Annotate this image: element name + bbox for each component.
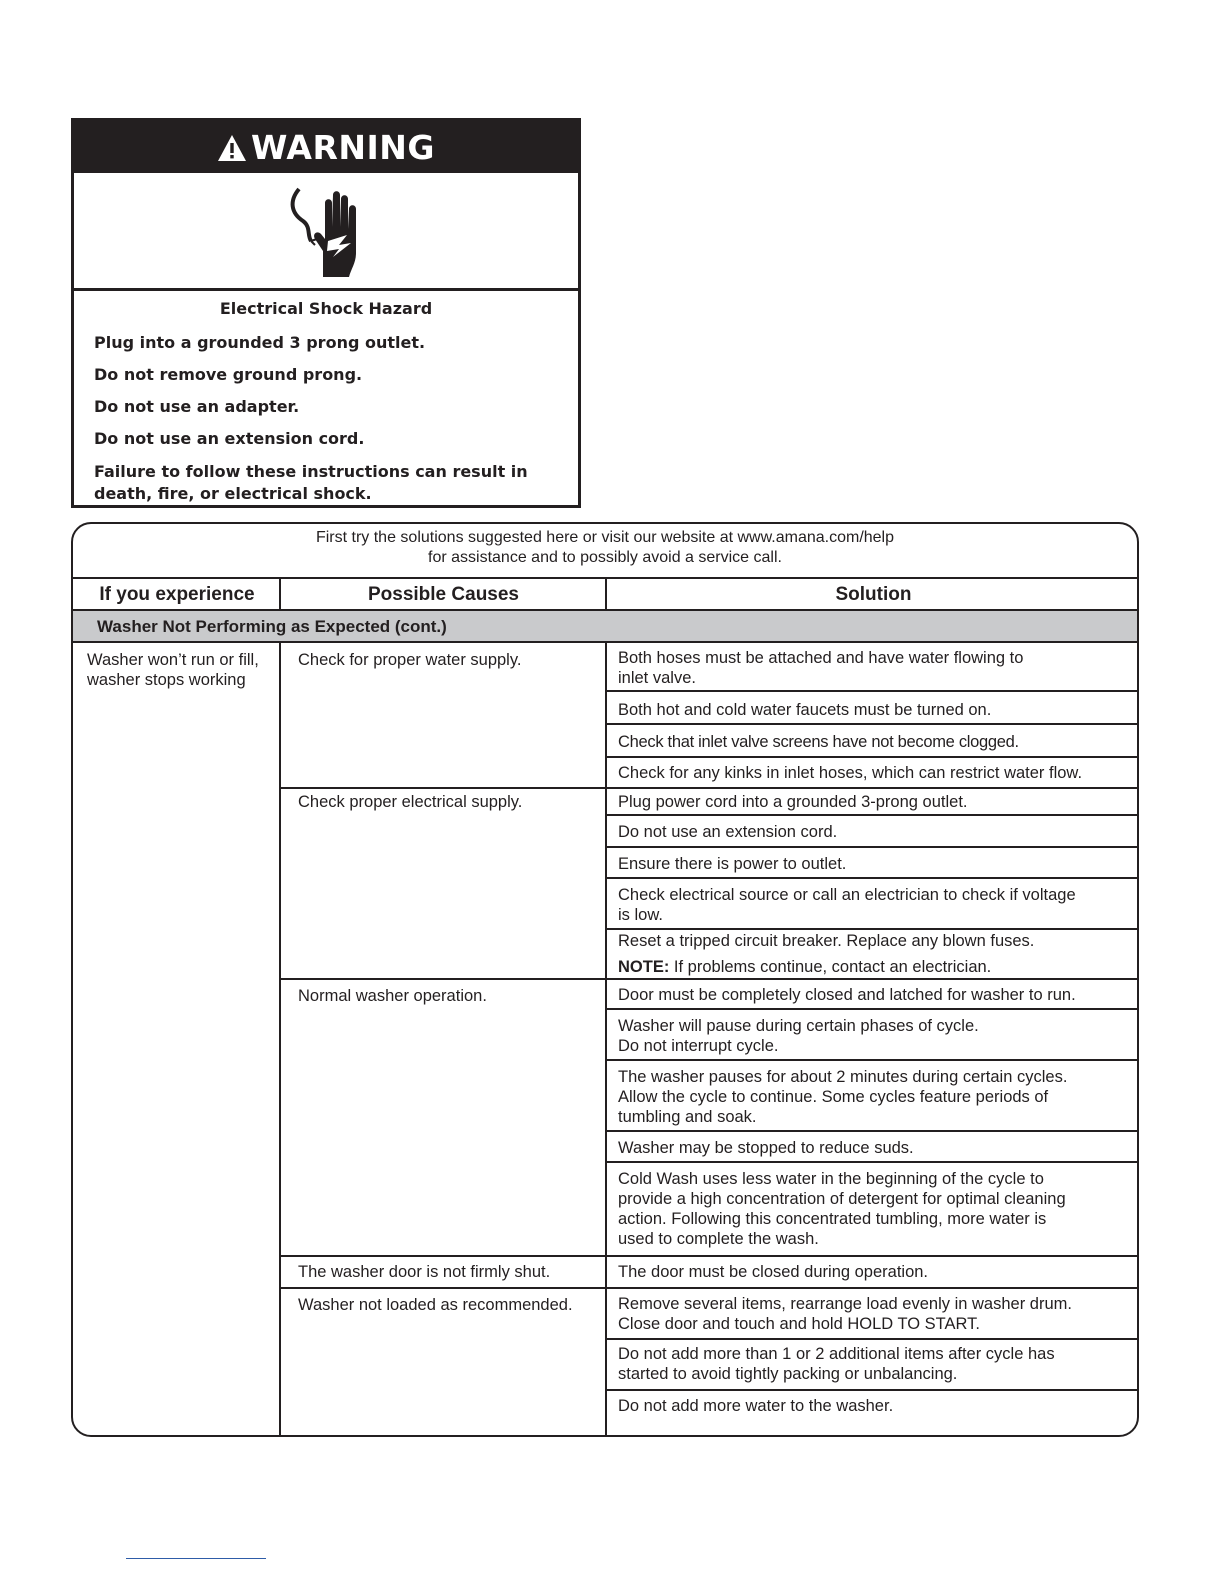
- solution-line: Both hoses must be attached and have water flowing to: [618, 649, 1024, 667]
- shock-pictogram: [74, 173, 578, 291]
- solution-cell: Both hot and cold water faucets must be turned on.: [618, 701, 992, 719]
- row-divider: [281, 1255, 1139, 1257]
- solution-line: Remove several items, rearrange load evenly in washer drum.: [618, 1295, 1072, 1313]
- row-divider: [281, 787, 1139, 789]
- header-possible-causes: Possible Causes: [367, 584, 520, 605]
- problem-line: washer stops working: [87, 671, 246, 689]
- note-text: If problems continue, contact an electrician.: [669, 958, 992, 976]
- solution-divider: [606, 1161, 1139, 1163]
- row-divider: [281, 1287, 1139, 1289]
- solution-cell: Do not add more water to the washer.: [618, 1397, 894, 1415]
- solution-line: The washer pauses for about 2 minutes during certain cycles.: [618, 1068, 1068, 1086]
- column-rule: [605, 579, 607, 611]
- solution-divider: [606, 723, 1139, 725]
- solution-cell: [618, 1067, 1067, 1127]
- note-line: [618, 957, 1034, 977]
- intro-line: for assistance and to possibly avoid a service call.: [428, 549, 782, 566]
- solution-line: used to complete the wash.: [618, 1230, 819, 1248]
- solution-cell: Washer may be stopped to reduce suds.: [618, 1139, 914, 1157]
- solution-line: Close door and touch and hold HOLD TO START.: [618, 1315, 980, 1333]
- row-divider: [281, 978, 1139, 980]
- solution-line: Do not interrupt cycle.: [618, 1037, 779, 1055]
- note-label: NOTE:: [618, 958, 670, 976]
- solution-cell: [618, 1294, 1072, 1334]
- solution-line: provide a high concentration of detergent for optimal cleaning: [618, 1190, 1066, 1208]
- warning-line: Do not use an extension cord.: [94, 429, 365, 448]
- solution-cell: Plug power cord into a grounded 3-prong outlet.: [618, 793, 968, 811]
- solution-divider: [606, 877, 1139, 879]
- cause-cell: Check proper electrical supply.: [298, 793, 523, 811]
- solution-line: Reset a tripped circuit breaker. Replace any blown fuses.: [618, 932, 1035, 950]
- solution-line: Washer will pause during certain phases of cycle.: [618, 1017, 979, 1035]
- cause-cell: Washer not loaded as recommended.: [298, 1296, 573, 1314]
- solution-cell: [618, 1016, 979, 1056]
- solution-divider: [606, 846, 1139, 848]
- problem-cell: [87, 650, 259, 690]
- solution-cell: The door must be closed during operation.: [618, 1263, 929, 1281]
- hazard-title: Electrical Shock Hazard: [219, 299, 433, 318]
- solution-line: is low.: [618, 906, 663, 924]
- warning-box: [71, 118, 581, 508]
- solution-divider: [606, 928, 1139, 930]
- solution-cell: Check for any kinks in inlet hoses, which can restrict water flow.: [618, 764, 1083, 782]
- solution-cell: [618, 648, 1023, 688]
- solution-cell: Ensure there is power to outlet.: [618, 855, 847, 873]
- solution-cell: Door must be completely closed and latched for washer to run.: [618, 986, 1076, 1004]
- solution-divider: [606, 1338, 1139, 1340]
- section-title: Washer Not Performing as Expected (cont.): [73, 611, 1137, 643]
- solution-cell: [618, 931, 1034, 977]
- solution-cell: Check that inlet valve screens have not become clogged.: [618, 733, 1019, 751]
- solution-cell: Do not use an extension cord.: [618, 823, 838, 841]
- warning-body: [74, 291, 578, 505]
- troubleshooting-table: [71, 522, 1139, 1437]
- column-rule: [605, 643, 607, 1437]
- header-solution: Solution: [835, 584, 912, 605]
- electrical-shock-hand-icon: [281, 181, 371, 281]
- solution-divider: [606, 756, 1139, 758]
- warning-line: Failure to follow these instructions can result in death, fire, or electrical shock.: [94, 462, 528, 503]
- solution-divider: [606, 690, 1139, 692]
- solution-line: tumbling and soak.: [618, 1108, 757, 1126]
- cause-cell: The washer door is not firmly shut.: [298, 1263, 551, 1281]
- column-rule: [279, 579, 281, 611]
- warning-line: Plug into a grounded 3 prong outlet.: [94, 333, 426, 352]
- solution-line: inlet valve.: [618, 669, 696, 687]
- cause-cell: Check for proper water supply.: [298, 651, 522, 669]
- footer-link-underline: [126, 1558, 266, 1559]
- solution-divider: [606, 1008, 1139, 1010]
- column-rule: [279, 643, 281, 1437]
- solution-cell: [618, 1169, 1066, 1249]
- solution-divider: [606, 1389, 1139, 1391]
- warning-title: WARNING: [251, 127, 435, 167]
- solution-cell: [618, 885, 1076, 925]
- solution-divider: [606, 1130, 1139, 1132]
- solution-cell: [618, 1344, 1055, 1384]
- solution-divider: [606, 1059, 1139, 1061]
- solution-line: started to avoid tightly packing or unbalancing.: [618, 1365, 958, 1383]
- table-intro: [73, 524, 1137, 579]
- solution-line: action. Following this concentrated tumbling, more water is: [618, 1210, 1047, 1228]
- warning-line: Do not remove ground prong.: [94, 365, 363, 384]
- warning-triangle-icon: [217, 134, 247, 162]
- problem-line: Washer won’t run or fill,: [87, 651, 259, 669]
- warning-line: Do not use an adapter.: [94, 397, 300, 416]
- header-if-you-experience: If you experience: [99, 584, 255, 605]
- solution-divider: [606, 814, 1139, 816]
- warning-header: [74, 121, 578, 173]
- intro-line: First try the solutions suggested here or visit our website at www.amana.com/help: [315, 529, 895, 546]
- cause-cell: Normal washer operation.: [298, 987, 487, 1005]
- solution-line: Allow the cycle to continue. Some cycles feature periods of: [618, 1088, 1049, 1106]
- solution-line: Cold Wash uses less water in the beginning of the cycle to: [618, 1170, 1044, 1188]
- solution-line: Check electrical source or call an electrician to check if voltage: [618, 886, 1076, 904]
- solution-line: Do not add more than 1 or 2 additional items after cycle has: [618, 1345, 1055, 1363]
